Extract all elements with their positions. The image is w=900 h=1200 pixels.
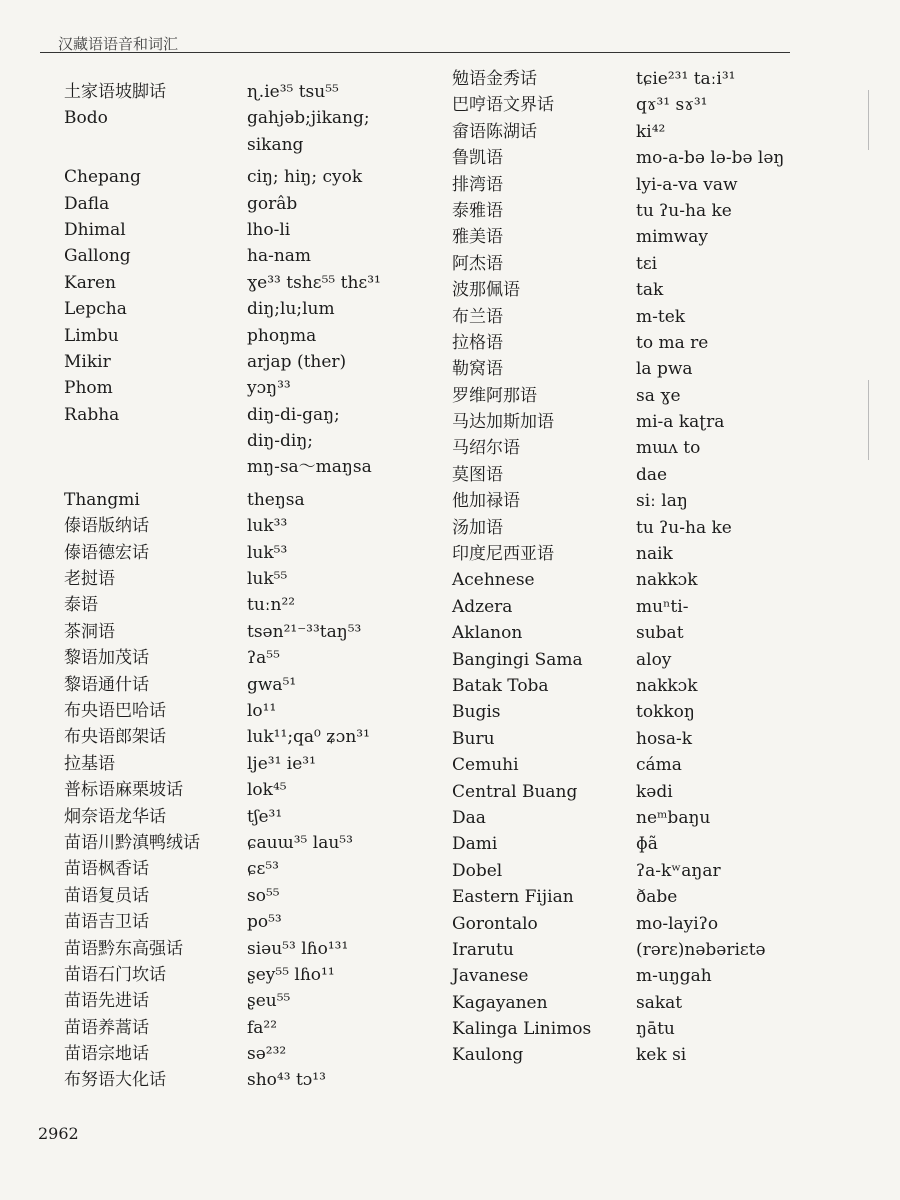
language-name: 布央语巴哈话 (64, 700, 166, 721)
word-form: ðabe (636, 887, 678, 908)
language-name: Bangingi Sama (452, 649, 583, 670)
word-form: gorâb (247, 193, 298, 214)
word-form: phoŋma (247, 325, 317, 346)
language-name: Phom (64, 378, 113, 399)
language-name: 阿杰语 (452, 253, 503, 274)
word-form: diŋ;lu;lum (247, 299, 335, 320)
language-name: Karen (64, 272, 116, 293)
language-name: 泰语 (64, 595, 98, 616)
word-form: mimway (636, 227, 708, 248)
word-form: aloy (636, 649, 672, 670)
word-form: ha-nam (247, 246, 312, 267)
language-name: Mikir (64, 351, 111, 372)
word-form: la pwa (636, 359, 693, 380)
word-form: (rərɛ)nəbəriɛtə (636, 939, 766, 960)
word-form: ʔa⁵⁵ (247, 648, 280, 669)
word-form: ɸã (636, 834, 658, 855)
language-name: Eastern Fijian (452, 887, 574, 908)
language-name: 汤加语 (452, 517, 503, 538)
word-form: muⁿti- (636, 596, 689, 617)
language-name: Dhimal (64, 219, 126, 240)
word-form: sa ɣe (636, 385, 681, 406)
language-name: 苗语先进话 (64, 991, 149, 1012)
word-form: cáma (636, 755, 682, 776)
word-form: tokkoŋ (636, 702, 695, 723)
language-name: Daa (452, 807, 486, 828)
word-form: gwa⁵¹ (247, 674, 297, 695)
language-name: 波那佩语 (452, 280, 520, 301)
word-form: diŋ-di-gaŋ; (247, 404, 340, 425)
word-form: yɔŋ³³ (247, 378, 291, 399)
language-name: Central Buang (452, 781, 578, 802)
word-form: tuːn²² (247, 595, 296, 616)
language-name: 布央语郎架话 (64, 727, 166, 748)
language-name: 普标语麻栗坡话 (64, 780, 183, 801)
language-name: Kalinga Linimos (452, 1019, 592, 1040)
language-name: 布兰语 (452, 306, 503, 327)
word-form: gahjəb;jikang; (247, 108, 370, 129)
word-form: lok⁴⁵ (247, 780, 287, 801)
word-form: lho-li (247, 219, 291, 240)
language-name: 罗维阿那语 (452, 385, 537, 406)
word-form: tʃe³¹ (247, 806, 283, 827)
word-form: m-uŋgah (636, 966, 712, 987)
word-form: luk³³ (247, 516, 288, 537)
word-form: kek si (636, 1045, 687, 1066)
word-form: ɳ.ie³⁵ tsu⁵⁵ (247, 82, 339, 102)
language-name: 土家语坡脚话 (64, 82, 166, 102)
language-name: Chepang (64, 167, 141, 188)
language-name: 马绍尔语 (452, 438, 520, 459)
word-form: to ma re (636, 332, 709, 353)
language-name: Irarutu (452, 939, 514, 960)
word-form: arjap (ther) (247, 351, 347, 372)
language-name: 老挝语 (64, 569, 115, 590)
language-name: Aklanon (452, 623, 523, 644)
word-form: po⁵³ (247, 912, 282, 933)
word-form: mi-a kaʈra (636, 412, 725, 433)
language-name: 泰雅语 (452, 200, 503, 221)
word-form: sakat (636, 992, 683, 1013)
language-name: 拉基语 (64, 753, 115, 774)
word-form: lyi-a-va vaw (636, 174, 738, 195)
language-name: 鲁凯语 (452, 148, 503, 169)
word-form: hosa-k (636, 728, 693, 749)
language-name: Bugis (452, 702, 501, 723)
language-name: Buru (452, 728, 495, 749)
word-form: sho⁴³ tɔ¹³ (247, 1070, 326, 1091)
language-name: 他加禄语 (452, 491, 520, 512)
word-form: ʂey⁵⁵ lɦo¹¹ (247, 964, 335, 985)
language-name: 苗语复员话 (64, 885, 149, 906)
word-form: tsən²¹⁻³³taŋ⁵³ (247, 621, 362, 642)
language-name: 布努语大化话 (64, 1070, 166, 1091)
language-name: 苗语川黔滇鸭绒话 (64, 832, 200, 853)
language-name: 莫图语 (452, 464, 503, 485)
language-name: 黎语通什话 (64, 674, 149, 695)
word-form: lje³¹ ie³¹ (247, 753, 316, 774)
language-name: Batak Toba (452, 675, 549, 696)
language-name: 马达加斯加语 (452, 412, 554, 433)
language-name: Gallong (64, 246, 131, 267)
language-name: Dobel (452, 860, 503, 881)
word-form: ʂeu⁵⁵ (247, 991, 291, 1012)
word-form: neᵐbaŋu (636, 807, 711, 828)
word-form: sikang (247, 134, 304, 155)
margin-mark (868, 90, 869, 150)
word-form: siː laŋ (636, 491, 688, 512)
language-name: Dafla (64, 193, 110, 214)
word-form: tu ʔu-ha ke (636, 200, 732, 221)
page-number: 2962 (38, 1124, 79, 1143)
language-name: 傣语德宏话 (64, 542, 149, 563)
margin-mark (868, 380, 869, 460)
word-form: ŋātu (636, 1019, 675, 1040)
language-name: 炯奈语龙华话 (64, 806, 166, 827)
word-form: dae (636, 464, 668, 485)
word-form: ki⁴² (636, 121, 666, 142)
language-name: 苗语养蒿话 (64, 1017, 149, 1038)
language-name: Bodo (64, 108, 108, 129)
word-form: ɣe³³ tshɛ⁵⁵ thɛ³¹ (247, 272, 381, 293)
word-form: lo¹¹ (247, 700, 277, 721)
word-form: mɯʌ to (636, 438, 701, 459)
language-name: 黎语加茂话 (64, 648, 149, 669)
running-head: 汉藏语语音和词汇 (58, 35, 179, 53)
language-name: 苗语石门坎话 (64, 964, 166, 985)
language-name: Dami (452, 834, 498, 855)
language-name: Kagayanen (452, 992, 548, 1013)
language-name: Kaulong (452, 1045, 524, 1066)
word-form: mŋ-sa～maŋsa (247, 457, 372, 478)
language-name: Acehnese (452, 570, 535, 591)
language-name: Rabha (64, 404, 120, 425)
language-name: Lepcha (64, 299, 127, 320)
word-form: subat (636, 623, 684, 644)
language-name: 苗语吉卫话 (64, 912, 149, 933)
language-name: 傣语版纳话 (64, 516, 149, 537)
header-rule (40, 52, 790, 53)
word-form: ciŋ; hiŋ; cyok (247, 167, 363, 188)
word-form: m-tek (636, 306, 686, 327)
word-form: kədi (636, 781, 673, 802)
language-name: Thangmi (64, 489, 140, 510)
word-form: ʔa-kʷaŋar (636, 860, 721, 881)
language-name: Adzera (452, 596, 513, 617)
language-name: 雅美语 (452, 227, 503, 248)
language-name: 勉语金秀话 (452, 69, 537, 89)
word-form: nakkɔk (636, 570, 698, 591)
language-name: Limbu (64, 325, 119, 346)
language-name: 茶洞语 (64, 621, 115, 642)
word-form: tɛi (636, 253, 658, 274)
language-name: 畲语陈湖话 (452, 121, 537, 142)
language-name: 印度尼西亚语 (452, 544, 554, 565)
word-form: fa²² (247, 1017, 278, 1038)
word-form: tak (636, 280, 664, 301)
language-name: 勒窝语 (452, 359, 503, 380)
word-form: luk⁵³ (247, 542, 288, 563)
word-form: nakkɔk (636, 675, 698, 696)
word-form: ɕɛ⁵³ (247, 859, 279, 880)
word-form: diŋ-diŋ; (247, 431, 314, 452)
word-form: mo-a-bə lə-bə ləŋ (636, 148, 785, 169)
language-name: 苗语枫香话 (64, 859, 149, 880)
language-name: 巴哼语文界话 (452, 95, 554, 116)
language-name: 排湾语 (452, 174, 503, 195)
word-form: siəu⁵³ lɦo¹³¹ (247, 938, 349, 959)
word-form: luk⁵⁵ (247, 569, 288, 590)
word-form: tɕie²³¹ taːi³¹ (636, 69, 736, 89)
word-form: naik (636, 544, 673, 565)
word-form: qɤ³¹ sɤ³¹ (636, 95, 708, 116)
word-form: mo-layiʔo (636, 913, 719, 934)
word-form: luk¹¹;qa⁰ ʑɔn³¹ (247, 727, 370, 748)
language-name: Cemuhi (452, 755, 519, 776)
language-name: Javanese (452, 966, 529, 987)
language-name: 苗语宗地话 (64, 1044, 149, 1065)
language-name: 拉格语 (452, 332, 503, 353)
word-form: theŋsa (247, 489, 305, 510)
language-name: Gorontalo (452, 913, 538, 934)
word-form: ɕauɯ³⁵ lau⁵³ (247, 832, 353, 853)
word-form: so⁵⁵ (247, 885, 280, 906)
word-form: sə²³² (247, 1044, 287, 1065)
language-name: 苗语黔东高强话 (64, 938, 183, 959)
word-form: tu ʔu-ha ke (636, 517, 732, 538)
